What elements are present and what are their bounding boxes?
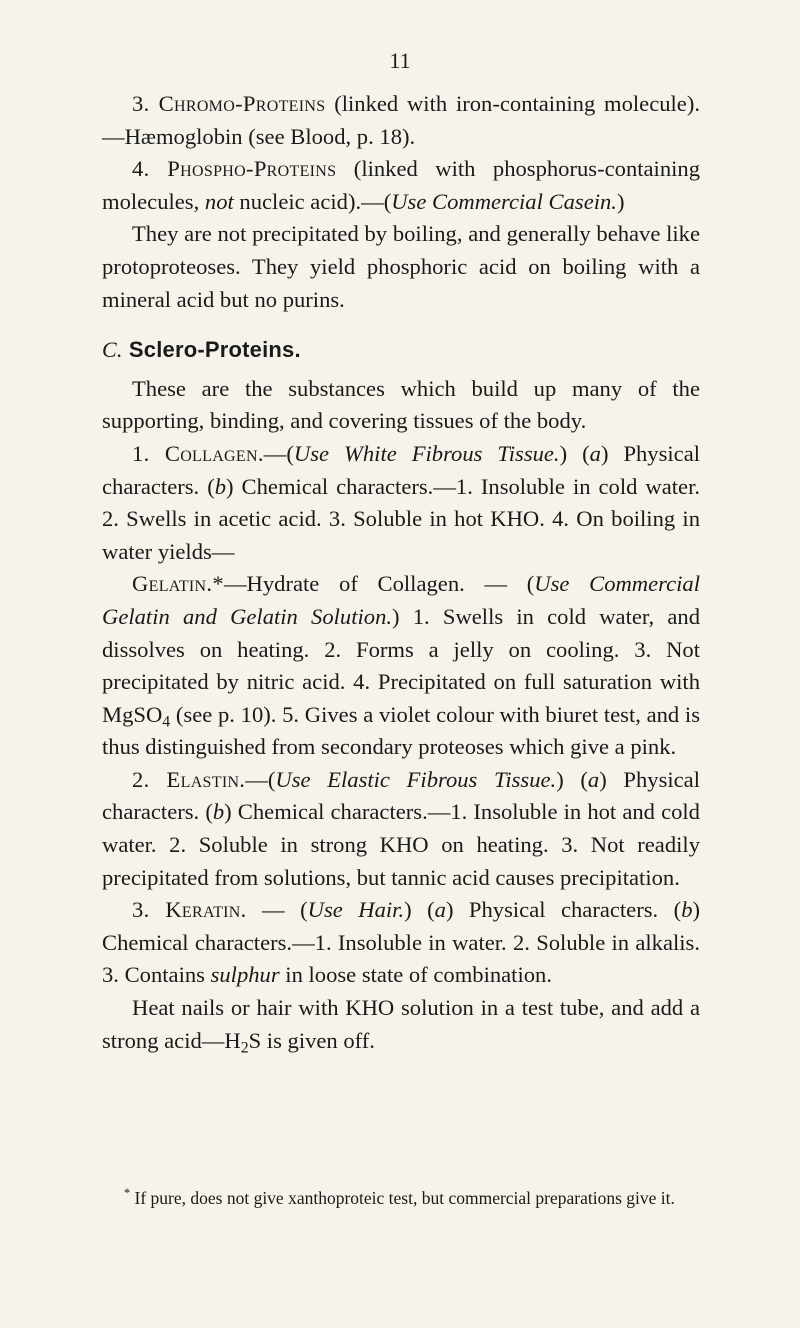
text: ) Physical characters. ( [102,766,700,825]
marker-a: a [587,766,600,792]
footnote-mark: * [124,1186,131,1201]
subscript: 2 [240,1039,249,1057]
text: (linked with phosphorus-containing molecules, [102,156,700,214]
text: ) 1. Swells in cold water, and dissolves on heating. 2. Forms a jelly on cooling. 3. Not precipitated by nitric acid. 4. Precipitated on full saturation with MgSO [102,603,700,727]
paragraph-elastin [102,764,700,894]
footnote [102,1187,700,1209]
marker-a: a [434,897,446,923]
paragraph-keratin [102,894,700,992]
use-instruction: Use Commercial Casein. [391,188,617,214]
text: ) Chemical characters.—1. Insoluble in hot and cold water. 2. Soluble in strong KHO on heating. 3. Not readily precipitated from solutions, but tannic acid causes precipitation. [102,799,700,890]
use-instruction: Use Hair. [307,897,405,923]
footnote-text: If pure, does not give xanthoproteic test, but commercial preparations give it. [130,1188,675,1208]
section-heading-sclero-proteins [102,334,700,367]
paragraph-gelatin [102,568,700,764]
emphasis-not: not [204,188,234,214]
text: ) Physical characters. ( [102,440,701,499]
text: ) [616,188,625,214]
text: Heat nails or hair with KHO solution in a test tube, and add a strong acid—H [102,995,700,1053]
text: S is given off. [248,1027,375,1053]
marker-b: b [214,473,227,499]
section-letter: C. [102,337,123,363]
body-text [102,88,700,1057]
text: ) ( [559,440,590,466]
text: —( [245,766,276,792]
text: — ( [246,897,308,923]
use-instruction: Use White Fibrous Tissue. [293,440,560,466]
text: ) ( [556,766,588,792]
subscript: 4 [162,713,171,731]
text: ) Chemical characters.—1. Insoluble in water. 2. Soluble in alkalis. 3. Contains [102,897,701,988]
text: ) Chemical characters.—1. Insoluble in cold water. 2. Swells in acetic acid. 3. Soluble in hot KHO. 4. On boiling in water yields— [102,473,700,564]
term-chromo-proteins: 3. Chromo-Proteins [132,91,326,116]
term-keratin: 3. Keratin. [132,897,247,923]
paragraph-collagen [102,438,700,568]
section-title: Sclero-Proteins. [122,337,301,363]
page-number: 11 [389,48,411,73]
term-phospho-proteins: 4. Phospho-Proteins [132,156,337,182]
text: (see p. 10). 5. Gives a violet colour with biuret test, and is thus distinguished from secondary proteoses which give a pink. [102,701,700,760]
text: nucleic acid).—( [233,188,392,214]
paragraph-chromo-proteins [102,88,700,153]
term-collagen: 1. Collagen. [132,440,264,466]
text: ) ( [404,897,435,923]
marker-a: a [589,440,601,466]
marker-b: b [681,897,693,923]
text: (linked with iron-containing molecule).—Hæmoglobin (see Blood, p. 18). [102,91,701,149]
text: in loose state of combination. [279,962,552,988]
use-instruction: Use Commercial Gelatin and Gelatin Solution. [102,571,700,629]
paragraph-heat-test [102,992,700,1057]
term-elastin: 2. Elastin. [132,766,246,792]
term-gelatin: Gelatin.* [132,571,224,597]
emphasis-sulphur: sulphur [210,962,280,988]
text: —( [263,440,294,466]
paragraph-phospho-description: They are not precipitated by boiling, and generally behave like protoproteoses. They yield phosphoric acid on boiling with a mineral acid but no purins. [102,221,700,312]
paragraph-phospho-proteins [102,153,700,218]
use-instruction: Use Elastic Fibrous Tissue. [275,766,557,792]
marker-b: b [212,799,225,825]
text: ) Physical characters. ( [445,897,682,923]
paragraph-sclero-intro: These are the substances which build up many of the supporting, binding, and covering tissues of the body. [102,375,700,434]
text: —Hydrate of Collagen. — ( [223,571,535,597]
